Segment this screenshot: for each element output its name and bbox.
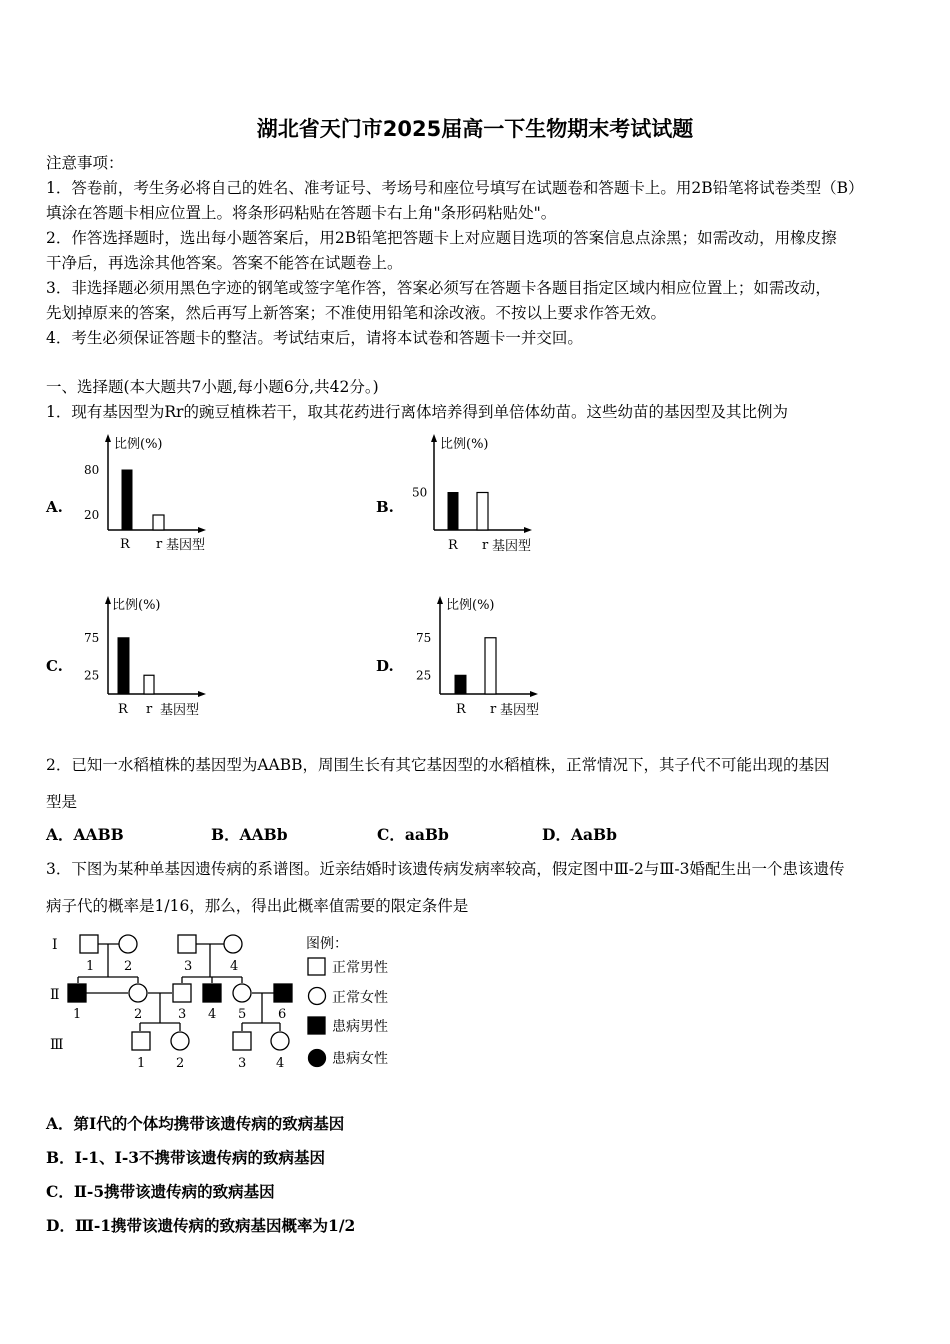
- tick-label: 25: [84, 668, 100, 683]
- svg-text:5: 5: [238, 1007, 247, 1022]
- x-axis-label: 基因型: [166, 538, 206, 553]
- tick-label: 20: [84, 508, 100, 522]
- x-axis-label: 基因型: [500, 703, 540, 718]
- notice-heading: 注意事项：: [46, 154, 124, 172]
- q1-chart-a: [80, 432, 230, 560]
- legend-affected-female-icon: [309, 1050, 326, 1067]
- bar-r-dominant: [448, 493, 458, 531]
- bar-r-dominant: [455, 675, 466, 694]
- x-tick-label: r: [156, 537, 163, 552]
- svg-text:4: 4: [230, 959, 239, 974]
- svg-text:4: 4: [276, 1056, 285, 1071]
- pedigree-iii-1-normal-male: [132, 1032, 150, 1050]
- tick-label: 75: [416, 630, 432, 645]
- q1-chart-d: [406, 592, 556, 720]
- notice-line: 先划掉原来的答案，然后再写上新答案；不准使用铅笔和涂改液。不按以上要求作答无效。: [46, 304, 667, 322]
- bar-r-recessive: [144, 675, 154, 694]
- svg-text:4: 4: [208, 1007, 217, 1022]
- pedigree-i-2-normal-female: [119, 935, 137, 953]
- q1-option-d-label[interactable]: D.: [376, 657, 394, 675]
- pedigree-ii-6-affected-male: [274, 984, 292, 1002]
- pedigree-ii-5-normal-female: [233, 984, 251, 1002]
- notice-line: 3．非选择题必须用黑色字迹的钢笔或签字笔作答，答案必须写在答题卡各题目指定区域内相应位置上；如需改动，: [46, 279, 831, 297]
- pedigree-ii-1-affected-male: [68, 984, 86, 1002]
- page-title: 湖北省天门市2025届高一下生物期末考试试题: [256, 117, 694, 141]
- q3-stem-line1: 3．下图为某种单基因遗传病的系谱图。近亲结婚时该遗传病发病率较高，假定图中Ⅲ-2与Ⅲ-3婚配生出一个患该遗传: [46, 860, 845, 878]
- q3-option-d[interactable]: D．Ⅲ-1携带该遗传病的致病基因概率为1/2: [46, 1216, 356, 1235]
- legend-title: 图例：: [306, 936, 348, 952]
- y-axis-label: 比例(%): [446, 598, 495, 613]
- q1-option-a-label[interactable]: A.: [46, 498, 63, 516]
- tick-label: 25: [416, 668, 432, 683]
- bar-r-recessive: [477, 493, 488, 531]
- q2-option-d[interactable]: D．AaBb: [542, 825, 617, 844]
- q2-option-a[interactable]: A．AABB: [46, 825, 124, 844]
- pedigree-ii-3-normal-male: [173, 984, 191, 1002]
- notice-line: 1．答卷前，考生务必将自己的姓名、准考证号、考场号和座位号填写在试题卷和答题卡上。用2B铅笔将试卷类型（B）: [46, 179, 864, 197]
- q1-chart-c: [80, 592, 230, 720]
- pedigree-ii-4-affected-male: [203, 984, 221, 1002]
- x-axis-label: 基因型: [160, 703, 200, 718]
- legend-normal-male-icon: [308, 958, 325, 975]
- q2-stem-line2: 型是: [46, 793, 78, 811]
- q3-option-c[interactable]: C．Ⅱ-5携带该遗传病的致病基因: [46, 1182, 275, 1201]
- q3-option-b[interactable]: B．Ⅰ-1、Ⅰ-3不携带该遗传病的致病基因: [46, 1148, 326, 1167]
- x-tick-label: R: [118, 702, 128, 717]
- legend-affected-male-icon: [308, 1017, 325, 1034]
- q3-pedigree-chart: [40, 925, 430, 1075]
- notice-line: 4．考生必须保证答题卡的整洁。考试结束后，请将本试卷和答题卡一并交回。: [46, 329, 583, 347]
- bar-r-dominant: [118, 638, 129, 694]
- x-tick-label: r: [146, 702, 153, 717]
- y-axis-label: 比例(%): [112, 598, 161, 613]
- q2-stem-line1: 2．已知一水稻植株的基因型为AABB，周围生长有其它基因型的水稻植株，正常情况下，其子代不可能出现的基因: [46, 756, 830, 774]
- x-tick-label: r: [490, 702, 497, 717]
- svg-text:2: 2: [134, 1007, 143, 1022]
- svg-text:1: 1: [73, 1007, 82, 1022]
- x-axis-label: 基因型: [492, 539, 532, 554]
- pedigree-i-3-normal-male: [178, 935, 196, 953]
- legend-label: 正常男性: [332, 960, 388, 976]
- x-tick-label: R: [448, 538, 458, 553]
- svg-text:3: 3: [184, 959, 193, 974]
- svg-text:2: 2: [124, 959, 133, 974]
- svg-text:1: 1: [86, 959, 95, 974]
- q1-chart-b: [406, 432, 556, 560]
- svg-text:1: 1: [137, 1056, 146, 1071]
- pedigree-i-1-normal-male: [80, 935, 98, 953]
- tick-label: 75: [84, 630, 100, 645]
- svg-text:3: 3: [178, 1007, 187, 1022]
- bar-r-recessive: [485, 638, 496, 694]
- legend-label: 正常女性: [332, 990, 388, 1006]
- notice-line: 填涂在答题卡相应位置上。将条形码粘贴在答题卡右上角"条形码粘贴处"。: [46, 204, 557, 222]
- x-tick-label: R: [120, 537, 130, 552]
- generation-label: Ⅲ: [50, 1037, 64, 1053]
- y-axis-label: 比例(%): [440, 437, 489, 452]
- q3-stem-line2: 病子代的概率是1/16，那么，得出此概率值需要的限定条件是: [46, 897, 469, 915]
- y-axis-label: 比例(%): [114, 437, 163, 452]
- q1-option-b-label[interactable]: B.: [376, 498, 394, 516]
- q1-option-c-label[interactable]: C.: [46, 657, 63, 675]
- q2-option-b[interactable]: B．AABb: [211, 825, 288, 844]
- x-tick-label: R: [456, 702, 466, 717]
- svg-text:3: 3: [238, 1056, 247, 1071]
- q2-option-c[interactable]: C．aaBb: [377, 825, 449, 844]
- pedigree-ii-2-normal-female: [129, 984, 147, 1002]
- pedigree-iii-3-normal-male: [233, 1032, 251, 1050]
- svg-text:6: 6: [278, 1007, 287, 1022]
- svg-text:2: 2: [176, 1056, 185, 1071]
- q3-option-a[interactable]: A．第Ⅰ代的个体均携带该遗传病的致病基因: [46, 1114, 345, 1133]
- pedigree-i-4-normal-female: [224, 935, 242, 953]
- legend-label: 患病女性: [332, 1051, 388, 1067]
- notice-line: 2．作答选择题时，选出每小题答案后，用2B铅笔把答题卡上对应题目选项的答案信息点涂黑；如需改动，用橡皮擦: [46, 229, 837, 247]
- tick-label: 80: [84, 463, 100, 477]
- notice-line: 干净后，再选涂其他答案。答案不能答在试题卷上。: [46, 254, 403, 272]
- generation-label: Ⅱ: [50, 987, 60, 1003]
- tick-label: 50: [412, 485, 428, 500]
- legend-label: 患病男性: [332, 1019, 388, 1035]
- pedigree-iii-4-normal-female: [271, 1032, 289, 1050]
- q1-stem: 1．现有基因型为Rr的豌豆植株若干，取其花药进行离体培养得到单倍体幼苗。这些幼苗的基因型及其比例为: [46, 403, 788, 421]
- bar-r-recessive: [153, 515, 164, 530]
- bar-r-dominant: [122, 470, 132, 530]
- x-tick-label: r: [482, 538, 489, 553]
- generation-label: Ⅰ: [52, 937, 58, 953]
- section-heading: 一、选择题(本大题共7小题,每小题6分,共42分。): [46, 378, 379, 396]
- pedigree-iii-2-normal-female: [171, 1032, 189, 1050]
- legend-normal-female-icon: [309, 988, 326, 1005]
